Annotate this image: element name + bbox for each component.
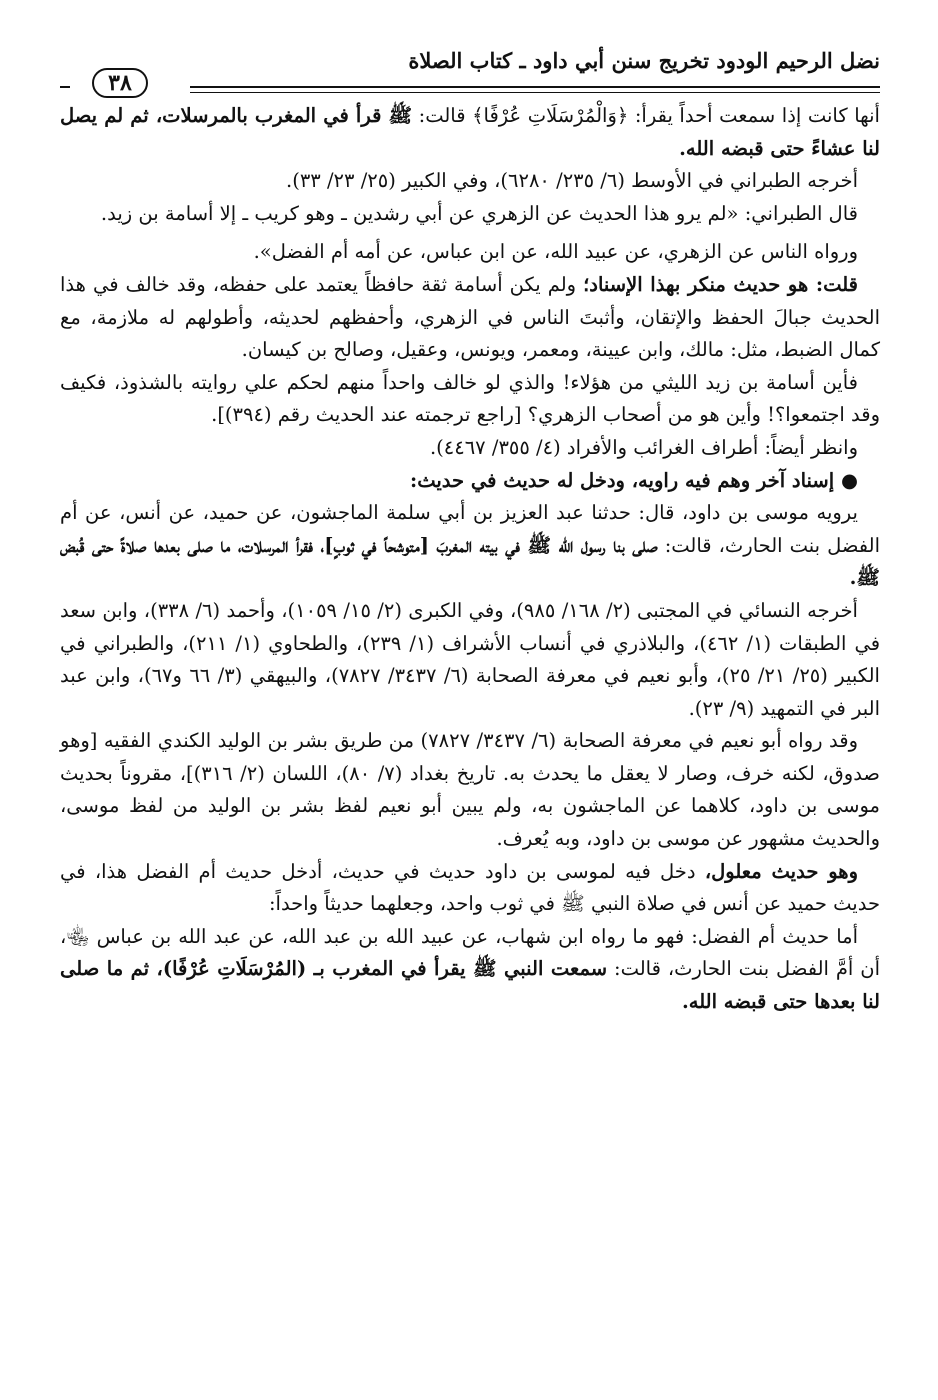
body-text bbox=[60, 100, 880, 1019]
bold-run: صلى بنا رسول الله ﷺ في بيته المغربَ [متوشحاً في ثوبٍ]، فقرأ المرسلات، ما صلى بعدها صلاةً حتى قُبض ﷺ. bbox=[60, 533, 880, 590]
text-run: أخرجه النسائي في المجتبى (٢/ ١٦٨/ ٩٨٥)، وفي الكبرى (٢/ ١٥/ ١٠٥٩)، وأحمد (٦/ ٣٣٨)، وابن سعد في الطبقات (١/ ٤٦٢)، والبلاذري في أنساب الأشراف (١/ ٢٣٩)، والطحاوي (١/ ٢١١)، والطبراني في الكبير (٢٥/ ٢١/ ٢٥)، وأبو نعيم في معرفة الصحابة (٦/ ٣٤٣٧/ ٧٨٢٧)، والبيهقي (٣/ ٦٦ و٦٧)، وابن عبد البر في التمهيد (٩/ ٢٣). bbox=[60, 598, 881, 720]
page-number-value: ٣٨ bbox=[92, 68, 148, 98]
paragraph bbox=[60, 856, 880, 921]
bold-run: قلت: هو حديث منكر بهذا الإسناد؛ bbox=[583, 272, 858, 296]
text-run: وانظر أيضاً: أطراف الغرائب والأفراد (٤/ ٣٥٥/ ٤٤٦٧). bbox=[429, 435, 858, 459]
paragraph bbox=[60, 595, 880, 725]
text-run: فأين أسامة بن زيد الليثي من هؤلاء! والذي لو خالف واحداً منهم لحكم علي روايته بالشذوذ، فكيف وقد اجتمعوا؟! وأين هو من أصحاب الزهري؟ [راجع ترجمته عند الحديث رقم (٣٩٤)]. bbox=[60, 370, 880, 427]
header-rule bbox=[190, 86, 880, 88]
paragraph bbox=[60, 432, 880, 465]
text-run: وقد رواه أبو نعيم في معرفة الصحابة (٦/ ٣٤٣٧/ ٧٨٢٧) من طريق بشر بن الوليد الكندي الفقيه [وهو صدوق، لكنه خرف، وصار لا يعقل ما يحدث به. تاريخ بغداد (٧/ ٨٠)، اللسان (٢/ ٣١٦)]، مقروناً بحديث موسى بن داود، كلاهما عن الماجشون به، ولم يبين أبو نعيم لفظ بشر بن الوليد من لفظ موسى، والحديث مشهور عن موسى بن داود، وبه يُعرف. bbox=[60, 729, 880, 851]
running-title: نضل الرحيم الودود تخريج سنن أبي داود ـ كتاب الصلاة bbox=[408, 48, 880, 73]
text-run: أخرجه الطبراني في الأوسط (٦/ ٢٣٥/ ٦٢٨٠)، وفي الكبير (٢٥/ ٢٣/ ٣٣). bbox=[286, 169, 858, 193]
document-page bbox=[60, 40, 880, 1370]
paragraph bbox=[60, 465, 880, 498]
paragraph bbox=[60, 725, 880, 855]
paragraph bbox=[60, 236, 880, 269]
bold-run: ● إسناد آخر وهم فيه راويه، ودخل له حديث في حديث: bbox=[410, 468, 858, 492]
page-number bbox=[60, 68, 180, 98]
header-rule-thin bbox=[190, 92, 880, 93]
paragraph bbox=[60, 921, 880, 1019]
paragraph bbox=[60, 198, 880, 231]
text-run: ورواه الناس عن الزهري، عن عبيد الله، عن ابن عباس، عن أمه أم الفضل». bbox=[253, 240, 858, 264]
bold-run: وهو حديث معلول، bbox=[704, 859, 859, 883]
text-run: أما حديث أم الفضل: فهو ما رواه ابن شهاب، عن عبيد الله بن عبد الله، عن عبد الله بن عباس ﵄، أن أمَّ الفضل بنت الحارث، قالت: bbox=[60, 924, 880, 981]
paragraph bbox=[60, 165, 880, 198]
text-run: يرويه موسى بن داود، قال: حدثنا عبد العزيز بن أبي سلمة الماجشون، عن حميد، عن أنس، عن أم الفضل بنت الحارث، قالت: bbox=[60, 501, 880, 557]
text-run: أنها كانت إذا سمعت أحداً يقرأ: ﴿وَالْمُرْسَلَاتِ عُرْفًا﴾ قالت: bbox=[412, 104, 880, 127]
paragraph bbox=[60, 100, 880, 165]
bold-run: سمعت النبي ﷺ يقرأ في المغرب بـ (المُرْسَلَاتِ عُرْفًا)، ثم ما صلى لنا بعدها حتى قبضه الله. bbox=[60, 957, 880, 1014]
paragraph bbox=[60, 367, 880, 432]
text-run: ولم يكن أسامة ثقة حافظاً يعتمد على حفظه، وقد خالف في هذا الحديث جبالَ الحفظ والإتقان، وأثبتَ الناس في الزهري، وأحفظهم لحديثه، وأطولهم له ملازمة، مع كمال الضبط، مثل: مالك، وابن عيينة، ومعمر، ويونس، وعقيل، وصالح بن كيسان. bbox=[60, 272, 880, 362]
text-run: قال الطبراني: «لم يرو هذا الحديث عن الزهري عن أبي رشدين ـ وهو كريب ـ إلا أسامة بن زيد. bbox=[100, 201, 858, 225]
bold-run: ﷺ قرأ في المغرب بالمرسلات، ثم لم يصل لنا عشاءً حتى قبضه الله. bbox=[60, 104, 880, 160]
paragraph bbox=[60, 269, 880, 367]
text-run: دخل فيه لموسى بن داود حديث في حديث، أدخل حديث أم الفضل هذا، في حديث حميد عن أنس في صلاة النبي ﷺ في ثوب واحد، وجعلهما حديثاً واحداً: bbox=[60, 859, 880, 916]
page-header bbox=[60, 40, 880, 100]
paragraph bbox=[60, 497, 880, 595]
